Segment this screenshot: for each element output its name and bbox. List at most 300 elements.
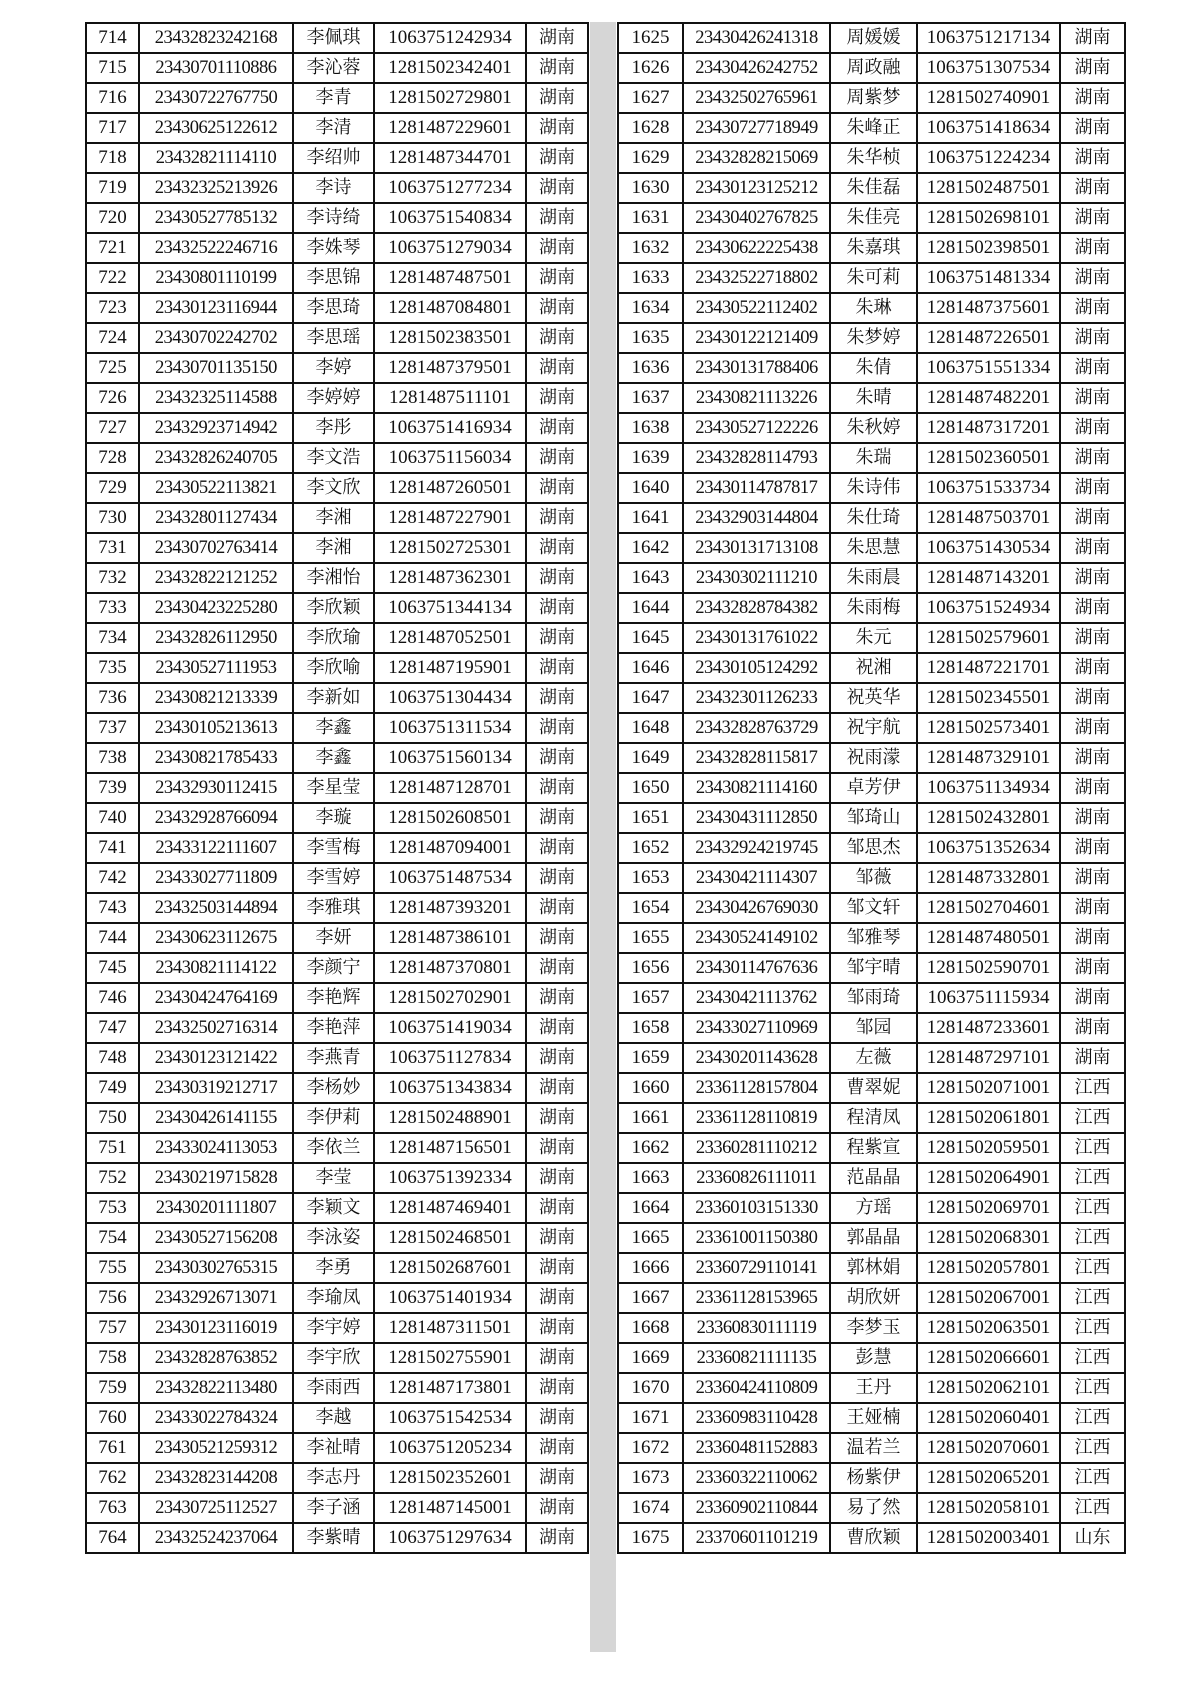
exam-id-cell: 23432823144208 [139, 1463, 293, 1493]
table-row [86, 713, 588, 743]
row-number-cell: 1670 [618, 1373, 683, 1403]
admission-code-cell: 1281487297101 [917, 1043, 1060, 1073]
table-row [618, 833, 1125, 863]
province-cell: 湖南 [1060, 323, 1125, 353]
exam-id-cell: 23432826112950 [139, 623, 293, 653]
exam-id-cell: 23430302111210 [683, 563, 830, 593]
exam-id-cell: 23361128157804 [683, 1073, 830, 1103]
admission-code-cell: 1281502067001 [917, 1283, 1060, 1313]
table-row [618, 413, 1125, 443]
province-cell: 湖南 [526, 1193, 588, 1223]
admission-code-cell: 1281487094001 [374, 833, 526, 863]
admission-code-cell: 1281487469401 [374, 1193, 526, 1223]
province-cell: 湖南 [526, 563, 588, 593]
province-cell: 湖南 [526, 923, 588, 953]
student-name-cell: 朱峰正 [830, 113, 917, 143]
admission-code-cell: 1063751134934 [917, 773, 1060, 803]
table-row [618, 203, 1125, 233]
province-cell: 湖南 [1060, 53, 1125, 83]
student-name-cell: 李鑫 [293, 713, 374, 743]
admission-code-cell: 1281502755901 [374, 1343, 526, 1373]
exam-id-cell: 23370601101219 [683, 1523, 830, 1553]
table-row [618, 1463, 1125, 1493]
table-row [618, 323, 1125, 353]
exam-id-cell: 23433022784324 [139, 1403, 293, 1433]
province-cell: 湖南 [526, 533, 588, 563]
table-row [86, 263, 588, 293]
table-row [86, 53, 588, 83]
row-number-cell: 757 [86, 1313, 139, 1343]
student-name-cell: 李思瑶 [293, 323, 374, 353]
province-cell: 湖南 [526, 503, 588, 533]
student-name-cell: 李宇婷 [293, 1313, 374, 1343]
student-name-cell: 李雪梅 [293, 833, 374, 863]
student-name-cell: 温若兰 [830, 1433, 917, 1463]
row-number-cell: 722 [86, 263, 139, 293]
table-row [86, 413, 588, 443]
exam-id-cell: 23433027110969 [683, 1013, 830, 1043]
student-name-cell: 李伊莉 [293, 1103, 374, 1133]
admission-code-cell: 1063751542534 [374, 1403, 526, 1433]
admission-code-cell: 1281502704601 [917, 893, 1060, 923]
row-number-cell: 1630 [618, 173, 683, 203]
province-cell: 江西 [1060, 1073, 1125, 1103]
admission-code-cell: 1281502070601 [917, 1433, 1060, 1463]
table-row [618, 533, 1125, 563]
row-number-cell: 1666 [618, 1253, 683, 1283]
table-row [618, 83, 1125, 113]
table-row [86, 233, 588, 263]
table-row [618, 803, 1125, 833]
row-number-cell: 1662 [618, 1133, 683, 1163]
exam-id-cell: 23430423225280 [139, 593, 293, 623]
admission-code-cell: 1063751560134 [374, 743, 526, 773]
exam-id-cell: 23360729110141 [683, 1253, 830, 1283]
exam-id-cell: 23432822121252 [139, 563, 293, 593]
admission-code-cell: 1063751205234 [374, 1433, 526, 1463]
table-row [86, 293, 588, 323]
student-name-cell: 李诗绮 [293, 203, 374, 233]
province-cell: 湖南 [1060, 1013, 1125, 1043]
table-row [618, 683, 1125, 713]
admission-code-cell: 1281487480501 [917, 923, 1060, 953]
student-name-cell: 朱诗伟 [830, 473, 917, 503]
admission-code-cell: 1281487329101 [917, 743, 1060, 773]
row-number-cell: 763 [86, 1493, 139, 1523]
exam-id-cell: 23361128153965 [683, 1283, 830, 1313]
student-name-cell: 李颖文 [293, 1193, 374, 1223]
province-cell: 湖南 [526, 53, 588, 83]
row-number-cell: 1634 [618, 293, 683, 323]
table-row [618, 1313, 1125, 1343]
student-name-cell: 李彤 [293, 413, 374, 443]
table-row [618, 773, 1125, 803]
exam-id-cell: 23433024113053 [139, 1133, 293, 1163]
row-number-cell: 1633 [618, 263, 683, 293]
admission-code-cell: 1281487229601 [374, 113, 526, 143]
admission-code-cell: 1063751533734 [917, 473, 1060, 503]
row-number-cell: 719 [86, 173, 139, 203]
exam-id-cell: 23430821213339 [139, 683, 293, 713]
admission-code-cell: 1063751430534 [917, 533, 1060, 563]
exam-id-cell: 23430701135150 [139, 353, 293, 383]
province-cell: 湖南 [526, 413, 588, 443]
table-row [618, 23, 1125, 53]
admission-code-cell: 1281487143201 [917, 563, 1060, 593]
table-row [86, 1313, 588, 1343]
exam-id-cell: 23430201111807 [139, 1193, 293, 1223]
province-cell: 湖南 [1060, 533, 1125, 563]
row-number-cell: 1627 [618, 83, 683, 113]
admission-code-cell: 1063751115934 [917, 983, 1060, 1013]
province-cell: 湖南 [1060, 863, 1125, 893]
row-number-cell: 751 [86, 1133, 139, 1163]
student-name-cell: 王丹 [830, 1373, 917, 1403]
table-row [618, 1103, 1125, 1133]
admission-code-cell: 1281487145001 [374, 1493, 526, 1523]
admission-code-cell: 1281502069701 [917, 1193, 1060, 1223]
province-cell: 湖南 [526, 383, 588, 413]
student-name-cell: 李雨西 [293, 1373, 374, 1403]
table-row [86, 1133, 588, 1163]
province-cell: 湖南 [1060, 383, 1125, 413]
province-cell: 湖南 [526, 803, 588, 833]
table-row [618, 1193, 1125, 1223]
row-number-cell: 1668 [618, 1313, 683, 1343]
province-cell: 湖南 [1060, 413, 1125, 443]
table-row [618, 1283, 1125, 1313]
admission-code-cell: 1063751127834 [374, 1043, 526, 1073]
student-name-cell: 邹薇 [830, 863, 917, 893]
exam-id-cell: 23432930112415 [139, 773, 293, 803]
exam-id-cell: 23430821114122 [139, 953, 293, 983]
row-number-cell: 1648 [618, 713, 683, 743]
admission-code-cell: 1063751419034 [374, 1013, 526, 1043]
table-row [618, 1133, 1125, 1163]
exam-id-cell: 23430105124292 [683, 653, 830, 683]
table-row [86, 1433, 588, 1463]
table-row [86, 1013, 588, 1043]
admission-code-cell: 1281502725301 [374, 533, 526, 563]
admission-code-cell: 1281502360501 [917, 443, 1060, 473]
province-cell: 湖南 [526, 1343, 588, 1373]
exam-id-cell: 23360481152883 [683, 1433, 830, 1463]
row-number-cell: 727 [86, 413, 139, 443]
exam-id-cell: 23432828763729 [683, 713, 830, 743]
student-name-cell: 李梦玉 [830, 1313, 917, 1343]
admission-code-cell: 1281487128701 [374, 773, 526, 803]
student-name-cell: 李勇 [293, 1253, 374, 1283]
student-name-cell: 李文浩 [293, 443, 374, 473]
student-name-cell: 朱秋婷 [830, 413, 917, 443]
row-number-cell: 1642 [618, 533, 683, 563]
table-row [618, 293, 1125, 323]
student-name-cell: 范晶晶 [830, 1163, 917, 1193]
exam-id-cell: 23432503144894 [139, 893, 293, 923]
admission-code-cell: 1281487221701 [917, 653, 1060, 683]
exam-id-cell: 23430123116019 [139, 1313, 293, 1343]
exam-id-cell: 23430702763414 [139, 533, 293, 563]
row-number-cell: 736 [86, 683, 139, 713]
student-name-cell: 邹文轩 [830, 893, 917, 923]
student-name-cell: 李姝琴 [293, 233, 374, 263]
admission-code-cell: 1063751392334 [374, 1163, 526, 1193]
student-name-cell: 李欣瑜 [293, 623, 374, 653]
table-row [86, 1253, 588, 1283]
roster-table-left [85, 22, 589, 1554]
province-cell: 湖南 [526, 323, 588, 353]
row-number-cell: 1628 [618, 113, 683, 143]
exam-id-cell: 23432826240705 [139, 443, 293, 473]
admission-code-cell: 1281502468501 [374, 1223, 526, 1253]
row-number-cell: 1651 [618, 803, 683, 833]
row-number-cell: 739 [86, 773, 139, 803]
exam-id-cell: 23430801110199 [139, 263, 293, 293]
row-number-cell: 731 [86, 533, 139, 563]
admission-code-cell: 1281487379501 [374, 353, 526, 383]
admission-code-cell: 1281502063501 [917, 1313, 1060, 1343]
exam-id-cell: 23430722767750 [139, 83, 293, 113]
admission-code-cell: 1063751352634 [917, 833, 1060, 863]
province-cell: 江西 [1060, 1433, 1125, 1463]
exam-id-cell: 23432828215069 [683, 143, 830, 173]
province-cell: 湖南 [526, 1103, 588, 1133]
student-name-cell: 朱华桢 [830, 143, 917, 173]
table-row [618, 1433, 1125, 1463]
table-row [618, 1163, 1125, 1193]
student-name-cell: 李诗 [293, 173, 374, 203]
province-cell: 湖南 [1060, 593, 1125, 623]
admission-code-cell: 1281487503701 [917, 503, 1060, 533]
table-row [618, 593, 1125, 623]
exam-id-cell: 23430114787817 [683, 473, 830, 503]
table-row [618, 563, 1125, 593]
exam-id-cell: 23430105213613 [139, 713, 293, 743]
student-name-cell: 王娅楠 [830, 1403, 917, 1433]
row-number-cell: 1667 [618, 1283, 683, 1313]
student-name-cell: 李文欣 [293, 473, 374, 503]
table-row [86, 473, 588, 503]
province-cell: 湖南 [526, 593, 588, 623]
admission-code-cell: 1281502729801 [374, 83, 526, 113]
province-cell: 江西 [1060, 1373, 1125, 1403]
exam-id-cell: 23432801127434 [139, 503, 293, 533]
admission-code-cell: 1063751156034 [374, 443, 526, 473]
province-cell: 湖南 [1060, 953, 1125, 983]
province-cell: 湖南 [1060, 1043, 1125, 1073]
table-row [618, 863, 1125, 893]
exam-id-cell: 23430524149102 [683, 923, 830, 953]
exam-id-cell: 23430622225438 [683, 233, 830, 263]
province-cell: 湖南 [1060, 923, 1125, 953]
student-name-cell: 朱佳磊 [830, 173, 917, 203]
table-row [86, 1463, 588, 1493]
admission-code-cell: 1281487156501 [374, 1133, 526, 1163]
student-name-cell: 李绍帅 [293, 143, 374, 173]
table-row [86, 1403, 588, 1433]
student-name-cell: 邹琦山 [830, 803, 917, 833]
exam-id-cell: 23430426141155 [139, 1103, 293, 1133]
table-row [86, 623, 588, 653]
exam-id-cell: 23361128110819 [683, 1103, 830, 1133]
province-cell: 湖南 [526, 1283, 588, 1313]
province-cell: 湖南 [1060, 893, 1125, 923]
table-row [618, 1373, 1125, 1403]
row-number-cell: 726 [86, 383, 139, 413]
row-number-cell: 721 [86, 233, 139, 263]
table-row [618, 1403, 1125, 1433]
student-name-cell: 朱仕琦 [830, 503, 917, 533]
student-name-cell: 朱倩 [830, 353, 917, 383]
province-cell: 湖南 [526, 1073, 588, 1103]
admission-code-cell: 1281502590701 [917, 953, 1060, 983]
student-name-cell: 李雅琪 [293, 893, 374, 923]
row-number-cell: 754 [86, 1223, 139, 1253]
table-row [618, 1343, 1125, 1373]
exam-id-cell: 23430114767636 [683, 953, 830, 983]
province-cell: 湖南 [526, 893, 588, 923]
province-cell: 江西 [1060, 1463, 1125, 1493]
student-name-cell: 左薇 [830, 1043, 917, 1073]
row-number-cell: 1632 [618, 233, 683, 263]
province-cell: 江西 [1060, 1163, 1125, 1193]
exam-id-cell: 23430431112850 [683, 803, 830, 833]
row-number-cell: 717 [86, 113, 139, 143]
row-number-cell: 733 [86, 593, 139, 623]
province-cell: 湖南 [526, 23, 588, 53]
row-number-cell: 755 [86, 1253, 139, 1283]
admission-code-cell: 1063751418634 [917, 113, 1060, 143]
admission-code-cell: 1281487233601 [917, 1013, 1060, 1043]
student-name-cell: 李艳辉 [293, 983, 374, 1013]
table-row [86, 1223, 588, 1253]
exam-id-cell: 23360281110212 [683, 1133, 830, 1163]
exam-id-cell: 23430821785433 [139, 743, 293, 773]
admission-code-cell: 1281502003401 [917, 1523, 1060, 1553]
table-row [618, 1013, 1125, 1043]
table-row [86, 323, 588, 353]
row-number-cell: 1661 [618, 1103, 683, 1133]
admission-code-cell: 1281487317201 [917, 413, 1060, 443]
admission-code-cell: 1063751279034 [374, 233, 526, 263]
admission-code-cell: 1281502573401 [917, 713, 1060, 743]
province-cell: 湖南 [526, 1253, 588, 1283]
exam-id-cell: 23430527111953 [139, 653, 293, 683]
exam-id-cell: 23432828114793 [683, 443, 830, 473]
row-number-cell: 753 [86, 1193, 139, 1223]
row-number-cell: 744 [86, 923, 139, 953]
admission-code-cell: 1281502059501 [917, 1133, 1060, 1163]
exam-id-cell: 23430302765315 [139, 1253, 293, 1283]
province-cell: 江西 [1060, 1343, 1125, 1373]
province-cell: 江西 [1060, 1493, 1125, 1523]
province-cell: 湖南 [526, 743, 588, 773]
exam-id-cell: 23430725112527 [139, 1493, 293, 1523]
student-name-cell: 李婷 [293, 353, 374, 383]
exam-id-cell: 23430727718949 [683, 113, 830, 143]
student-name-cell: 胡欣妍 [830, 1283, 917, 1313]
page-gutter [590, 22, 616, 1652]
exam-id-cell: 23360826111011 [683, 1163, 830, 1193]
province-cell: 湖南 [526, 173, 588, 203]
student-name-cell: 邹思杰 [830, 833, 917, 863]
exam-id-cell: 23430522112402 [683, 293, 830, 323]
table-row [86, 173, 588, 203]
student-name-cell: 祝宇航 [830, 713, 917, 743]
province-cell: 湖南 [526, 473, 588, 503]
province-cell: 湖南 [1060, 983, 1125, 1013]
exam-id-cell: 23360830111119 [683, 1313, 830, 1343]
admission-code-cell: 1281502702901 [374, 983, 526, 1013]
exam-id-cell: 23432821114110 [139, 143, 293, 173]
province-cell: 江西 [1060, 1133, 1125, 1163]
row-number-cell: 1660 [618, 1073, 683, 1103]
exam-id-cell: 23430122121409 [683, 323, 830, 353]
student-name-cell: 李瑜凤 [293, 1283, 374, 1313]
admission-code-cell: 1281487052501 [374, 623, 526, 653]
province-cell: 湖南 [526, 1223, 588, 1253]
province-cell: 湖南 [1060, 563, 1125, 593]
row-number-cell: 1650 [618, 773, 683, 803]
exam-id-cell: 23430821114160 [683, 773, 830, 803]
admission-code-cell: 1281502057801 [917, 1253, 1060, 1283]
student-name-cell: 卓芳伊 [830, 773, 917, 803]
exam-id-cell: 23360983110428 [683, 1403, 830, 1433]
student-name-cell: 祝雨濛 [830, 743, 917, 773]
province-cell: 湖南 [1060, 653, 1125, 683]
table-row [86, 23, 588, 53]
student-name-cell: 郭林娟 [830, 1253, 917, 1283]
table-row [86, 743, 588, 773]
province-cell: 湖南 [526, 1133, 588, 1163]
admission-code-cell: 1281502383501 [374, 323, 526, 353]
admission-code-cell: 1063751524934 [917, 593, 1060, 623]
exam-id-cell: 23430131713108 [683, 533, 830, 563]
student-name-cell: 李沁蓉 [293, 53, 374, 83]
exam-id-cell: 23433122111607 [139, 833, 293, 863]
province-cell: 湖南 [1060, 23, 1125, 53]
student-name-cell: 李杨妙 [293, 1073, 374, 1103]
table-row [86, 563, 588, 593]
table-row [86, 893, 588, 923]
province-cell: 江西 [1060, 1103, 1125, 1133]
student-name-cell: 朱雨梅 [830, 593, 917, 623]
province-cell: 湖南 [526, 263, 588, 293]
admission-code-cell: 1281502579601 [917, 623, 1060, 653]
student-name-cell: 李清 [293, 113, 374, 143]
admission-code-cell: 1063751487534 [374, 863, 526, 893]
exam-id-cell: 23360322110062 [683, 1463, 830, 1493]
student-name-cell: 祝英华 [830, 683, 917, 713]
province-cell: 湖南 [1060, 683, 1125, 713]
table-row [86, 773, 588, 803]
row-number-cell: 725 [86, 353, 139, 383]
student-name-cell: 李婷婷 [293, 383, 374, 413]
admission-code-cell: 1281502740901 [917, 83, 1060, 113]
admission-code-cell: 1281502061801 [917, 1103, 1060, 1133]
province-cell: 湖南 [526, 1433, 588, 1463]
row-number-cell: 1671 [618, 1403, 683, 1433]
student-name-cell: 李思锦 [293, 263, 374, 293]
admission-code-cell: 1281502608501 [374, 803, 526, 833]
student-name-cell: 易了然 [830, 1493, 917, 1523]
admission-code-cell: 1281487311501 [374, 1313, 526, 1343]
table-row [86, 803, 588, 833]
table-row [86, 113, 588, 143]
table-row [86, 1283, 588, 1313]
province-cell: 湖南 [526, 113, 588, 143]
admission-code-cell: 1281487482201 [917, 383, 1060, 413]
